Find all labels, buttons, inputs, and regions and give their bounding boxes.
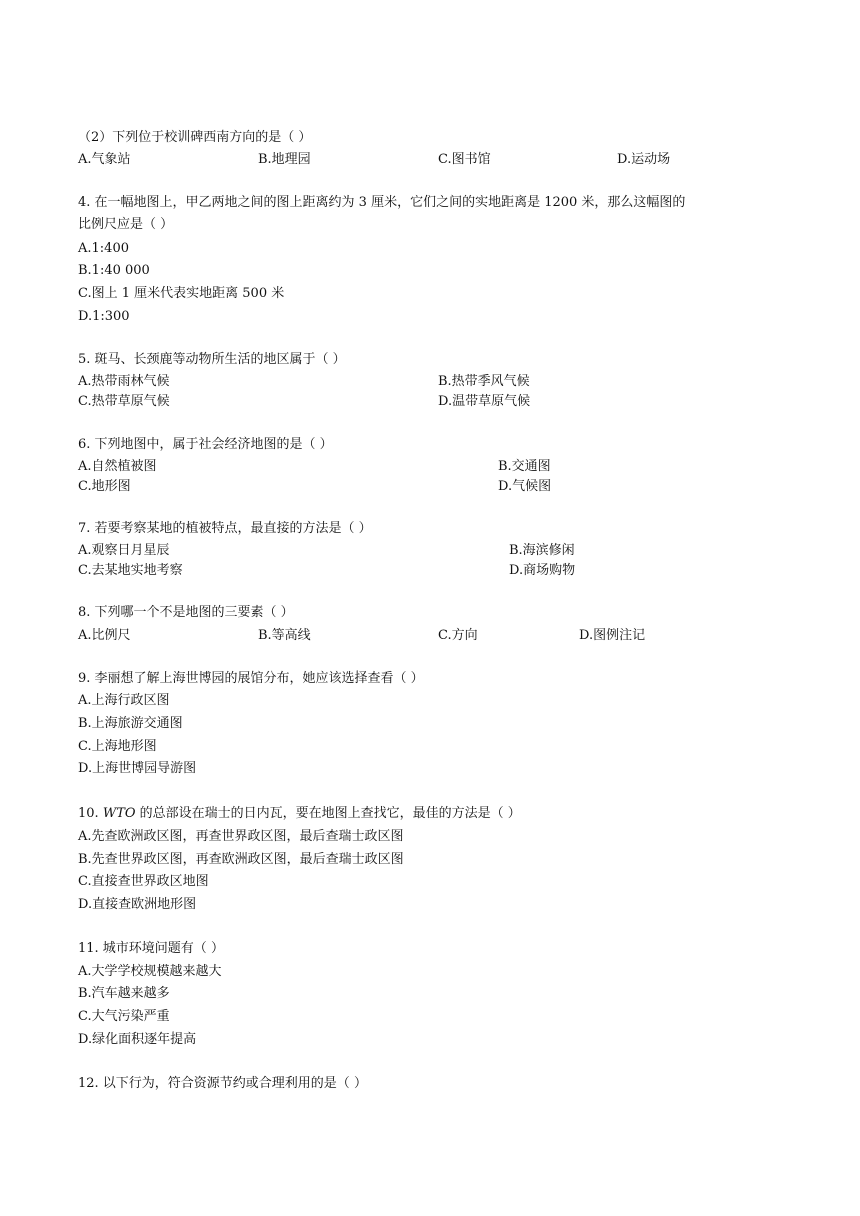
q4-stem-line2: 比例尺应是（ ） <box>78 217 174 232</box>
q4-option-d[interactable]: D.1:300 <box>78 309 130 324</box>
q4-stem-line1: 4. 在一幅地图上，甲乙两地之间的图上距离约为 3 厘米，它们之间的实地距离是 1200 米，那么这幅图的 <box>78 195 686 210</box>
q6-option-a[interactable]: A.自然植被图 <box>78 459 157 474</box>
q7-stem: 7. 若要考察某地的植被特点，最直接的方法是（ ） <box>78 521 372 536</box>
q9-stem: 9. 李丽想了解上海世博园的展馆分布，她应该选择查看（ ） <box>78 671 424 686</box>
q7-option-d[interactable]: D.商场购物 <box>509 563 576 578</box>
q8-option-d[interactable]: D.图例注记 <box>579 628 646 643</box>
q3-sub2-option-d[interactable]: D.运动场 <box>617 152 671 167</box>
q5-option-b[interactable]: B.热带季风气候 <box>438 374 530 389</box>
q9-option-c[interactable]: C.上海地形图 <box>78 739 157 754</box>
q5-option-c[interactable]: C.热带草原气候 <box>78 394 170 409</box>
q7-option-c[interactable]: C.去某地实地考察 <box>78 563 183 578</box>
q6-option-c[interactable]: C.地形图 <box>78 479 131 494</box>
q6-stem: 6. 下列地图中，属于社会经济地图的是（ ） <box>78 437 333 452</box>
q9-option-a[interactable]: A.上海行政区图 <box>78 693 170 708</box>
q6-option-b[interactable]: B.交通图 <box>498 459 551 474</box>
q10-number: 10. <box>78 806 99 821</box>
q10-option-a[interactable]: A.先查欧洲政区图，再查世界政区图，最后查瑞士政区图 <box>78 829 404 844</box>
q10-abbr: WTO <box>102 806 136 821</box>
q10-option-c[interactable]: C.直接查世界政区地图 <box>78 874 209 889</box>
q8-option-b[interactable]: B.等高线 <box>258 628 311 643</box>
q11-option-b[interactable]: B.汽车越来越多 <box>78 986 170 1001</box>
q7-option-b[interactable]: B.海滨修闲 <box>509 543 575 558</box>
q5-option-d[interactable]: D.温带草原气候 <box>438 394 531 409</box>
q11-option-d[interactable]: D.绿化面积逐年提高 <box>78 1032 197 1047</box>
q7-option-a[interactable]: A.观察日月星辰 <box>78 543 170 558</box>
q10-stem <box>78 805 521 823</box>
q10-option-b[interactable]: B.先查世界政区图，再查欧洲政区图，最后查瑞士政区图 <box>78 852 404 867</box>
q8-stem: 8. 下列哪一个不是地图的三要素（ ） <box>78 605 294 620</box>
q4-option-a[interactable]: A.1:400 <box>78 241 129 256</box>
q11-option-a[interactable]: A.大学学校规模越来越大 <box>78 964 222 979</box>
q11-stem: 11. 城市环境问题有（ ） <box>78 941 224 956</box>
q3-sub2-option-a[interactable]: A.气象站 <box>78 152 131 167</box>
q10-stem-rest: 的总部设在瑞士的日内瓦，要在地图上查找它，最佳的方法是（ ） <box>139 806 521 821</box>
q4-option-c[interactable]: C.图上 1 厘米代表实地距离 500 米 <box>78 286 285 301</box>
q10-option-d[interactable]: D.直接查欧洲地形图 <box>78 897 197 912</box>
q5-option-a[interactable]: A.热带雨林气候 <box>78 374 170 389</box>
q9-option-b[interactable]: B.上海旅游交通图 <box>78 716 183 731</box>
q8-option-a[interactable]: A.比例尺 <box>78 628 131 643</box>
q8-option-c[interactable]: C.方向 <box>438 628 478 643</box>
q11-option-c[interactable]: C.大气污染严重 <box>78 1009 170 1024</box>
q3-sub2-stem: （2）下列位于校训碑西南方向的是（ ） <box>78 130 312 145</box>
q3-sub2-option-b[interactable]: B.地理园 <box>258 152 311 167</box>
q5-stem: 5. 斑马、长颈鹿等动物所生活的地区属于（ ） <box>78 352 346 367</box>
q4-option-b[interactable]: B.1:40 000 <box>78 263 150 278</box>
q3-sub2-option-c[interactable]: C.图书馆 <box>438 152 491 167</box>
q6-option-d[interactable]: D.气候图 <box>498 479 552 494</box>
q9-option-d[interactable]: D.上海世博园导游图 <box>78 761 197 776</box>
q12-stem: 12. 以下行为，符合资源节约或合理利用的是（ ） <box>78 1076 367 1091</box>
